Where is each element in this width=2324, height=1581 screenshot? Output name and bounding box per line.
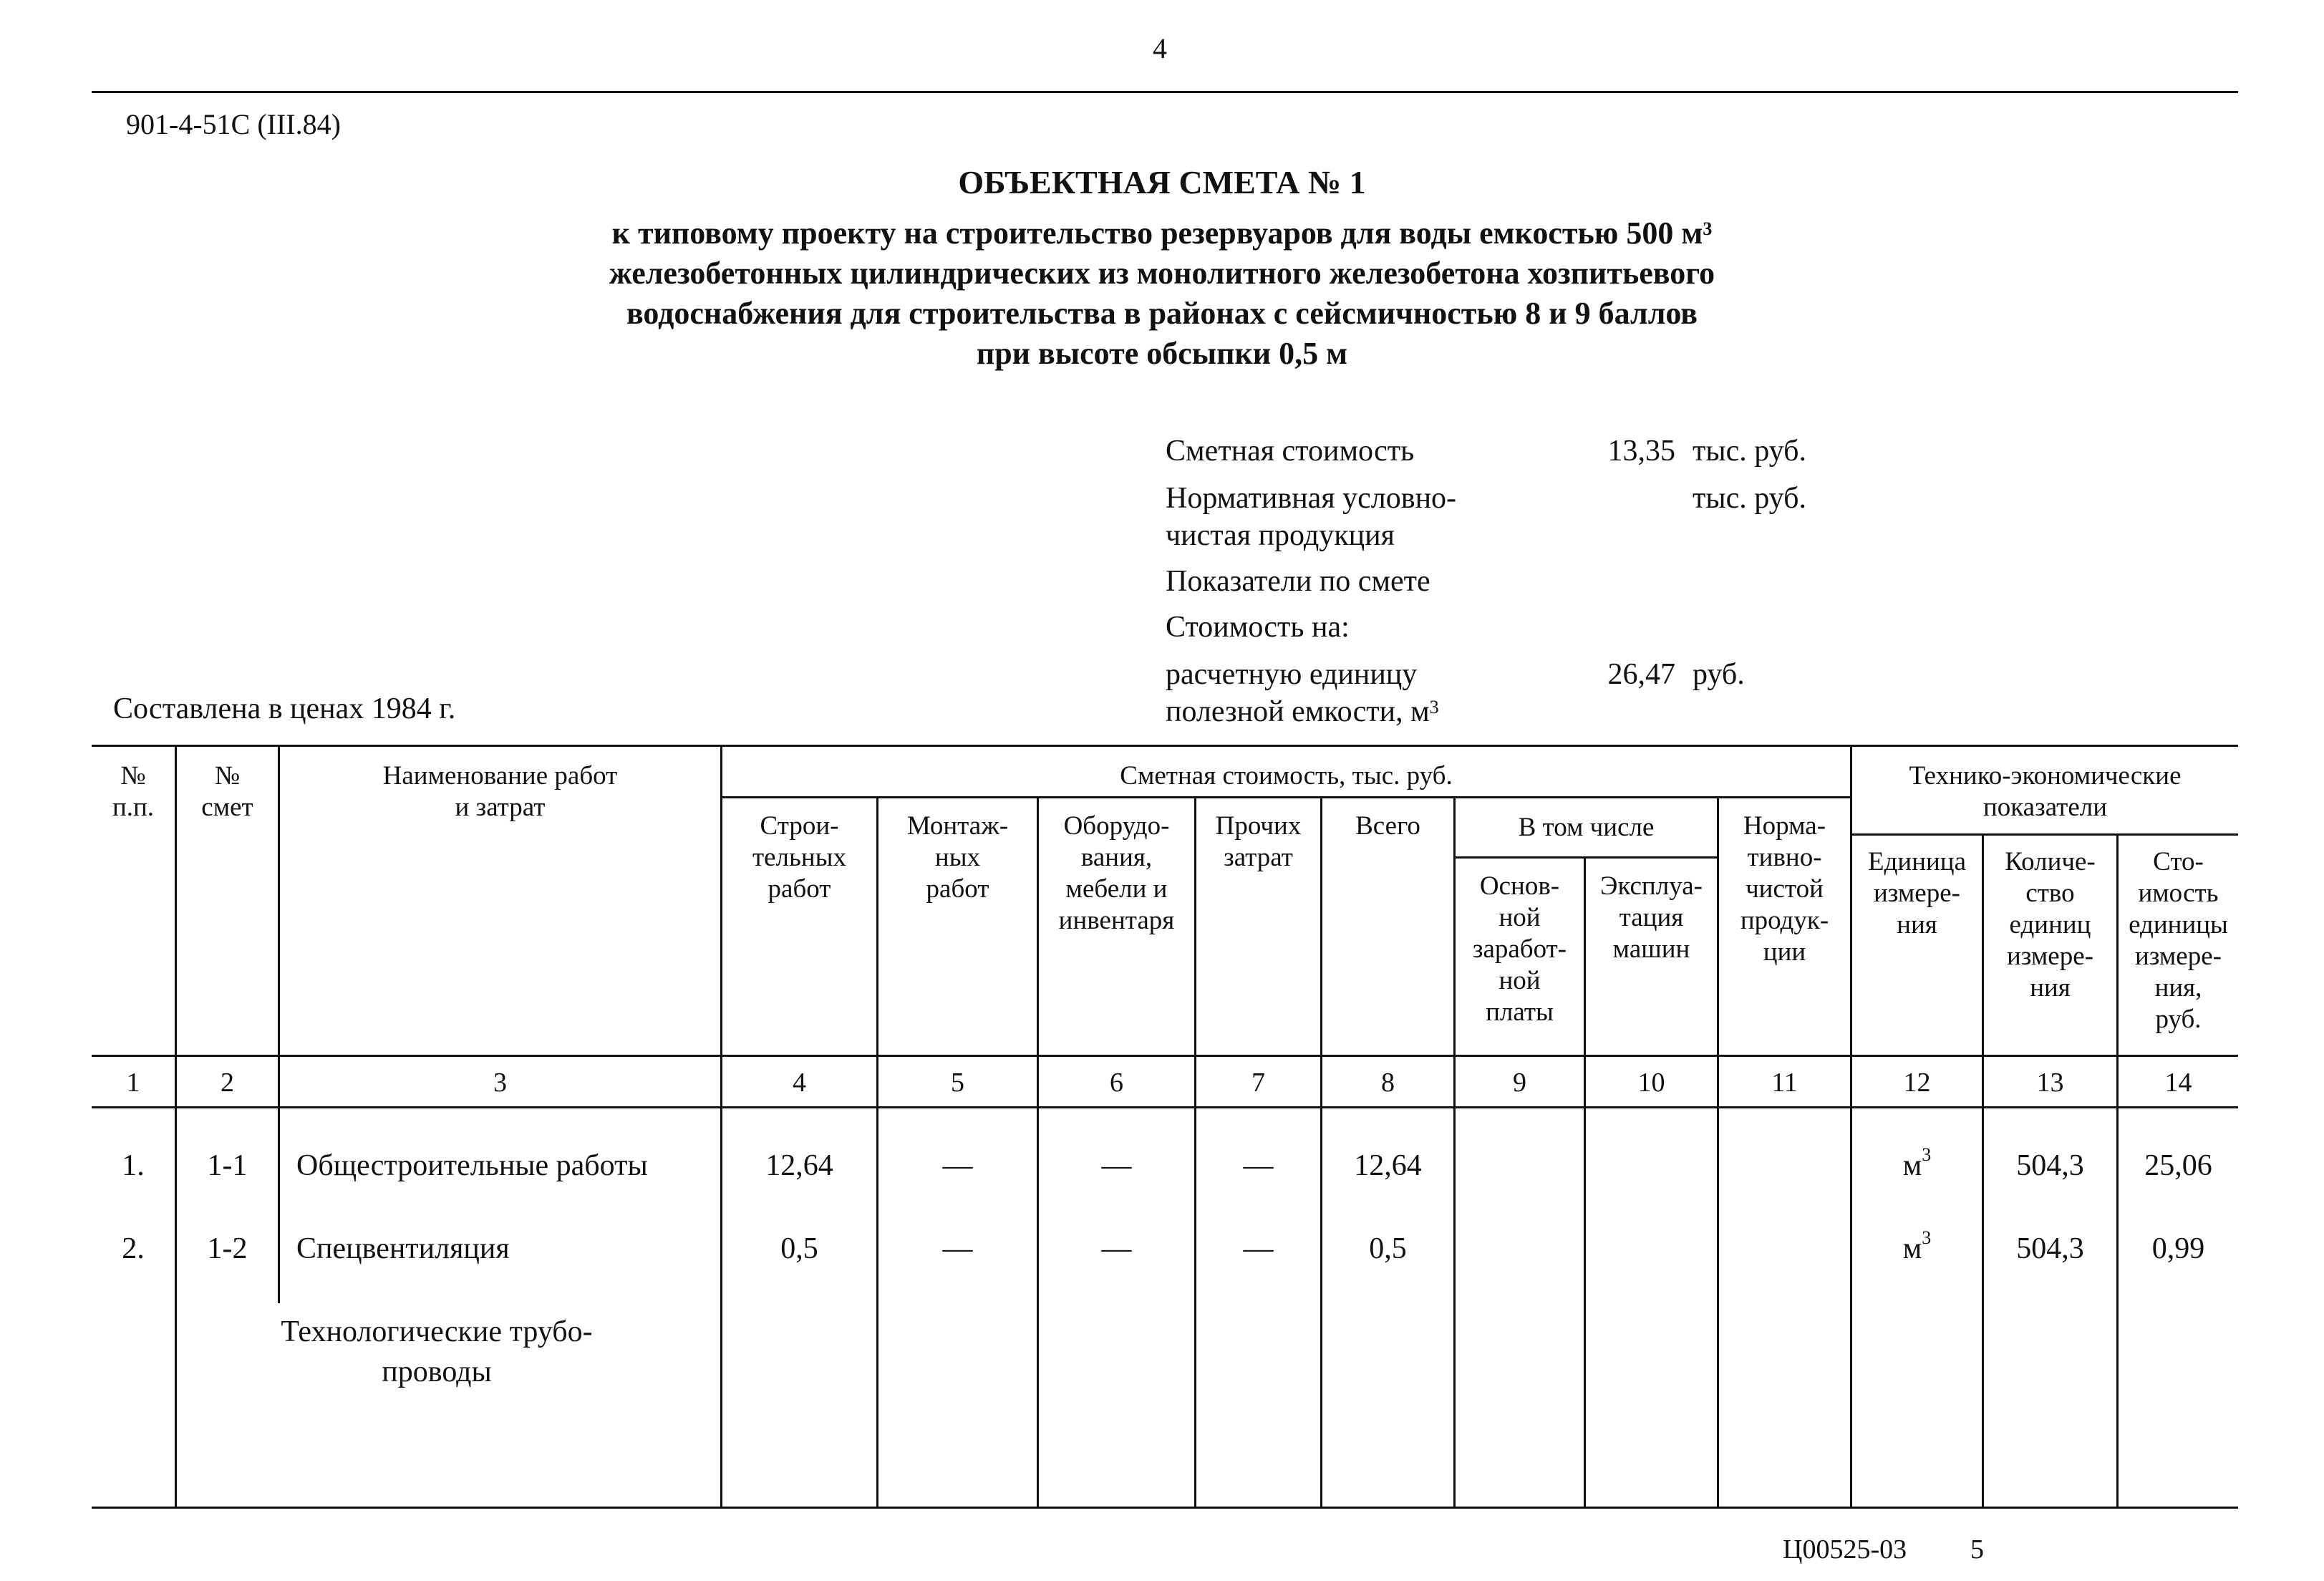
header-machines: Эксплуа- тация машин [1600, 871, 1703, 964]
header-unit-cost: Сто- имость единицы измере- ния, руб. [2129, 847, 2228, 1034]
col-number-12: 12 [1903, 1068, 1931, 1098]
subtitle-line-3: водоснабжения для строительства в районах с сейсмичностью 8 и 9 баллов [626, 296, 1698, 331]
row-qty: 504,3 [2016, 1232, 2084, 1265]
top-rule [92, 91, 2238, 93]
normative-label-1: Нормативная условно- [1166, 482, 1457, 515]
normative-label-2: чистая продукция [1166, 519, 1395, 552]
row-mount: — [942, 1232, 973, 1265]
col-number-1: 1 [126, 1068, 140, 1098]
indicators-label: Показатели по смете [1166, 565, 1430, 598]
header-qty: Количе- ство единиц измере- ния [2005, 847, 2096, 1002]
row-smet: 1-1 [207, 1149, 248, 1182]
header-total: Всего [1355, 811, 1420, 841]
unit-unit: руб. [1693, 658, 1745, 691]
footer-code: Ц00525-03 [1783, 1534, 1907, 1565]
header-unit: Единица измере- ния [1867, 847, 1967, 939]
col-number-9: 9 [1513, 1068, 1526, 1098]
col-number-2: 2 [221, 1068, 234, 1098]
header-equip: Оборудо- вания, мебели и инвентаря [1058, 811, 1175, 935]
subtitle-line-1: к типовому проекту на строительство резервуаров для воды емкостью 500 м [611, 216, 1703, 251]
cost-value: 13,35 [1607, 435, 1675, 468]
header-normative: Норма- тивно- чистой продук- ции [1740, 811, 1829, 967]
row-unit-cost: 0,99 [2151, 1232, 2205, 1265]
col-number-6: 6 [1110, 1068, 1123, 1098]
col-number-10: 10 [1637, 1068, 1665, 1098]
table-top-line [92, 745, 2238, 747]
header-mount: Монтаж- ных работ [906, 811, 1009, 904]
header-incl: В том числе [1518, 813, 1655, 842]
row-equip: — [1101, 1149, 1132, 1182]
col-number-7: 7 [1251, 1068, 1265, 1098]
header-cost-group: Сметная стоимость, тыс. руб. [1120, 761, 1453, 790]
cost-on-label: Стоимость на: [1166, 611, 1350, 644]
row-unit-cost: 25,06 [2144, 1149, 2212, 1182]
col-line-1 [175, 745, 177, 1507]
cost-unit: тыс. руб. [1693, 435, 1806, 468]
page-number: 4 [1153, 32, 1167, 64]
subtitle-line-2: железобетонных цилиндрических из монолитного железобетона хозпитьевого [609, 256, 1715, 291]
document-title: ОБЪЕКТНАЯ СМЕТА № 1 [958, 164, 1366, 200]
col-number-4: 4 [793, 1068, 806, 1098]
tech-group-line [1851, 833, 2238, 836]
header-build: Строи- тельных работ [752, 811, 847, 904]
col-line-2 [278, 745, 280, 1303]
unit-label-2: полезной емкости, $м^3$ [1166, 695, 1439, 728]
row-no: 1. [122, 1149, 145, 1182]
subtitle-sup: 3 [1703, 218, 1713, 239]
cost-group-line [720, 796, 1851, 798]
row-qty: 504,3 [2016, 1149, 2084, 1182]
row-build: 0,5 [780, 1232, 818, 1265]
extra-item-name: Технологические трубо- проводы [281, 1315, 593, 1388]
normative-unit: тыс. руб. [1693, 482, 1806, 515]
row-other: — [1243, 1149, 1274, 1182]
header-bottom-line [92, 1055, 2238, 1057]
col-number-5: 5 [951, 1068, 964, 1098]
document-subtitle [0, 213, 2324, 374]
row-build: 12,64 [765, 1149, 833, 1182]
unit-value: 26,47 [1607, 658, 1675, 691]
row-unit: $м^3$ [1902, 1227, 1932, 1265]
footer-page: 5 [1970, 1534, 1984, 1565]
header-tech-group: Технико-экономические показатели [1909, 761, 2182, 822]
row-unit: $м^3$ [1902, 1144, 1932, 1182]
row-no: 2. [122, 1232, 145, 1265]
unit-label-1: расчетную единицу [1166, 658, 1418, 691]
numbers-bottom-line [92, 1106, 2238, 1108]
header-salary: Основ- ной заработ- ной платы [1472, 871, 1567, 1027]
header-other: Прочих затрат [1215, 811, 1302, 872]
col-number-13: 13 [2036, 1068, 2064, 1098]
row-other: — [1243, 1232, 1274, 1265]
row-name: Общестроительные работы [296, 1149, 648, 1182]
document-code: 901-4-51С (III.84) [126, 108, 341, 140]
row-total: 12,64 [1354, 1149, 1422, 1182]
header-smet: № смет [201, 761, 253, 822]
row-name: Спецвентиляция [296, 1232, 510, 1265]
header-no: № п.п. [112, 761, 155, 822]
col-number-14: 14 [2164, 1068, 2192, 1098]
table-bottom-line [92, 1507, 2238, 1509]
row-mount: — [942, 1149, 973, 1182]
subtitle-line-4: при высоте обсыпки 0,5 м [976, 336, 1348, 371]
header-name: Наименование работ и затрат [382, 761, 618, 822]
col-number-3: 3 [493, 1068, 507, 1098]
row-equip: — [1101, 1232, 1132, 1265]
prices-note: Составлена в ценах 1984 г. [113, 692, 456, 725]
cost-label: Сметная стоимость [1166, 435, 1415, 468]
row-smet: 1-2 [207, 1232, 248, 1265]
col-number-8: 8 [1381, 1068, 1395, 1098]
col-number-11: 11 [1771, 1068, 1798, 1098]
row-total: 0,5 [1369, 1232, 1407, 1265]
